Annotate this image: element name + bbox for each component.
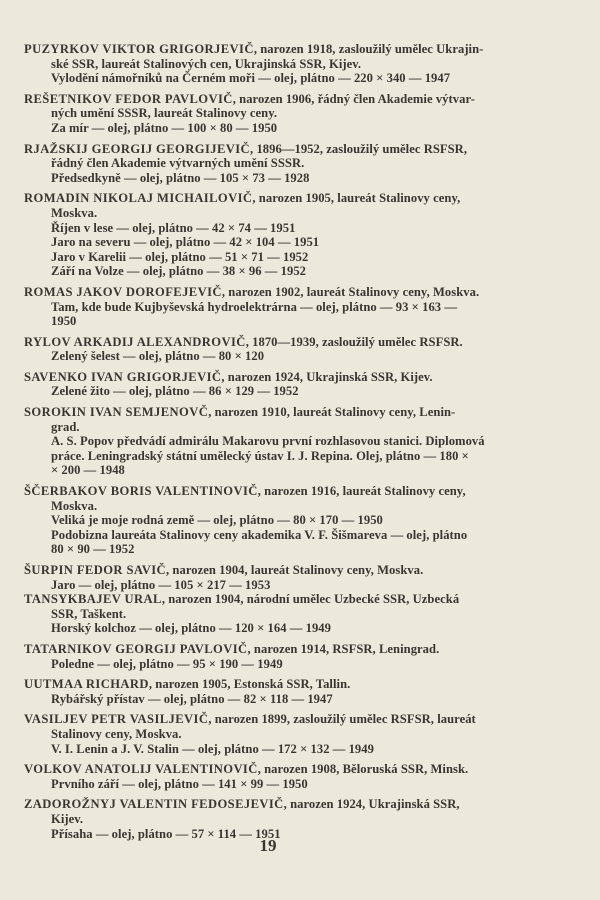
line-text: Předsedkyně — olej, plátno — 105 × 73 — 1928	[51, 170, 310, 185]
line-text: Vylodění námořníků na Černém moři — olej, plátno — 220 × 340 — 1947	[51, 71, 451, 86]
artist-detail-line	[24, 206, 524, 221]
artist-heading-line	[24, 370, 524, 385]
line-text: Jaro na severu — olej, plátno — 42 × 104 — 1951	[51, 235, 320, 250]
artist-name: RYLOV ARKADIJ ALEXANDROVIČ	[24, 334, 246, 349]
artwork-line	[24, 171, 524, 186]
line-text: 1950	[51, 314, 77, 329]
artist-heading-line	[24, 797, 524, 812]
line-text: Moskva.	[51, 205, 98, 220]
catalog-page	[24, 42, 524, 847]
artist-name: RJAŽSKIJ GEORGIJ GEORGIJEVIČ	[24, 141, 251, 156]
artwork-line	[24, 71, 524, 86]
line-text: ské SSR, laureát Stalinových cen, Ukrajinská SSR, Kijev.	[51, 56, 362, 71]
line-text: řádný člen Akademie výtvarných umění SSSR.	[51, 156, 305, 171]
artist-entry	[24, 712, 524, 756]
line-text: 80 × 90 — 1952	[51, 542, 135, 557]
line-text: , narozen 1910, laureát Stalinovy ceny, Lenin-	[208, 405, 456, 420]
artist-entry	[24, 335, 524, 364]
line-text: , narozen 1908, Běloruská SSR, Minsk.	[257, 762, 469, 777]
line-text: Říjen v lese — olej, plátno — 42 × 74 — 1951	[51, 220, 296, 235]
artist-name: ŠURPIN FEDOR SAVIČ	[24, 563, 167, 577]
line-text: , 1870—1939, zasloužilý umělec RSFSR.	[245, 334, 463, 349]
artist-detail-line	[24, 607, 524, 622]
artist-detail-line	[24, 106, 524, 121]
artist-heading-line	[24, 642, 524, 657]
line-text: , narozen 1924, Ukrajinská SSR, Kijev.	[221, 369, 433, 384]
line-text: , narozen 1904, národní umělec Uzbecké SSR, Uzbecká	[161, 592, 460, 607]
artist-detail-line	[24, 812, 524, 827]
artist-name: SOROKIN IVAN SEMJENOVČ	[24, 405, 209, 420]
line-text: , narozen 1902, laureát Stalinovy ceny, Moskva.	[221, 284, 480, 299]
artist-entry	[24, 285, 524, 329]
artwork-line	[24, 449, 524, 464]
artist-entry	[24, 484, 524, 557]
artwork-line	[24, 264, 524, 279]
artist-heading-line	[24, 712, 524, 727]
artist-entry	[24, 92, 524, 136]
artist-detail-line	[24, 499, 524, 514]
line-text: V. I. Lenin a J. V. Stalin — olej, plátno — 172 × 132 — 1949	[51, 741, 374, 756]
artist-name: ROMAS JAKOV DOROFEJEVIČ	[24, 284, 222, 299]
artwork-line	[24, 657, 524, 672]
artist-entry	[24, 42, 524, 86]
line-text: , narozen 1914, RSFSR, Leningrad.	[247, 641, 440, 656]
artwork-line	[24, 384, 524, 399]
artwork-line	[24, 742, 524, 757]
line-text: Horský kolchoz — olej, plátno — 120 × 164 — 1949	[51, 621, 331, 636]
artist-heading-line	[24, 335, 524, 350]
artist-detail-line	[24, 57, 524, 72]
line-text: Jaro v Karelii — olej, plátno — 51 × 71 — 1952	[51, 249, 309, 264]
line-text: Podobizna laureáta Stalinovy ceny akademika V. F. Šišmareva — olej, plátno	[51, 527, 468, 542]
line-text: , narozen 1916, laureát Stalinovy ceny,	[257, 484, 466, 499]
line-text: × 200 — 1948	[51, 463, 125, 478]
artwork-line	[24, 349, 524, 364]
artist-heading-line	[24, 92, 524, 107]
line-text: Zelené žito — olej, plátno — 86 × 129 — 1952	[51, 384, 299, 399]
line-text: Kijev.	[51, 811, 84, 826]
artist-entry	[24, 370, 524, 399]
artist-heading-line	[24, 285, 524, 300]
artist-heading-line	[24, 42, 524, 57]
artist-heading-line	[24, 677, 524, 692]
artwork-line	[24, 463, 524, 478]
line-text: ných umění SSSR, laureát Stalinovy ceny.	[51, 106, 278, 121]
artwork-line	[24, 221, 524, 236]
artwork-line	[24, 250, 524, 265]
artist-entry	[24, 642, 524, 671]
artist-detail-line	[24, 727, 524, 742]
artist-entry	[24, 142, 524, 186]
artist-name: ZADOROŽNYJ VALENTIN FEDOSEJEVIČ	[24, 797, 284, 812]
line-text: , narozen 1918, zasloužilý umělec Ukrajin-	[253, 42, 484, 56]
line-text: A. S. Popov předvádí admirálu Makarovu první rozhlasovou stanici. Diplomová	[51, 434, 485, 449]
line-text: Jaro — olej, plátno — 105 × 217 — 1953	[51, 577, 271, 592]
artwork-line	[24, 314, 524, 329]
artist-heading-line	[24, 405, 524, 420]
line-text: práce. Leningradský státní umělecký ústav I. J. Repina. Olej, plátno — 180 ×	[51, 448, 469, 463]
artwork-line	[24, 777, 524, 792]
line-text: Moskva.	[51, 498, 98, 513]
artist-name: ROMADIN NIKOLAJ MICHAILOVIČ	[24, 191, 253, 206]
line-text: Stalinovy ceny, Moskva.	[51, 726, 182, 741]
artist-entry	[24, 797, 524, 841]
artist-detail-line	[24, 156, 524, 171]
line-text: , narozen 1905, Estonská SSR, Tallin.	[148, 677, 351, 692]
artist-entry	[24, 405, 524, 478]
artwork-line	[24, 578, 524, 593]
line-text: Za mír — olej, plátno — 100 × 80 — 1950	[51, 120, 278, 135]
line-text: , narozen 1924, Ukrajinská SSR,	[283, 797, 460, 812]
artist-name: VASILJEV PETR VASILJEVIČ	[24, 712, 209, 727]
artist-name: REŠETNIKOV FEDOR PAVLOVIČ	[24, 91, 233, 106]
line-text: Poledne — olej, plátno — 95 × 190 — 1949	[51, 656, 283, 671]
line-text: , narozen 1904, laureát Stalinovy ceny, Moskva.	[166, 563, 424, 577]
artist-detail-line	[24, 420, 524, 435]
artist-heading-line	[24, 563, 524, 578]
artwork-line	[24, 235, 524, 250]
artist-heading-line	[24, 142, 524, 157]
artwork-line	[24, 692, 524, 707]
artwork-line	[24, 434, 524, 449]
artist-entry	[24, 592, 524, 636]
artist-name: SAVENKO IVAN GRIGORJEVIČ	[24, 369, 222, 384]
line-text: Zelený šelest — olej, plátno — 80 × 120	[51, 349, 265, 364]
line-text: SSR, Taškent.	[51, 606, 127, 621]
artist-entry	[24, 191, 524, 279]
line-text: grad.	[51, 419, 80, 434]
page-number: 19	[259, 836, 277, 855]
line-text: Přísaha — olej, plátno — 57 × 114 — 1951	[51, 826, 281, 841]
artist-name: PUZYRKOV VIKTOR GRIGORJEVIČ	[24, 42, 254, 56]
artwork-line	[24, 528, 524, 543]
artwork-line	[24, 542, 524, 557]
artwork-line	[24, 513, 524, 528]
line-text: , narozen 1906, řádný člen Akademie výtvar-	[232, 91, 475, 106]
artist-heading-line	[24, 762, 524, 777]
line-text: , narozen 1905, laureát Stalinovy ceny,	[252, 191, 461, 206]
artwork-line	[24, 621, 524, 636]
line-text: Prvního září — olej, plátno — 141 × 99 — 1950	[51, 776, 308, 791]
line-text: Září na Volze — olej, plátno — 38 × 96 — 1952	[51, 264, 307, 279]
line-text: , 1896—1952, zasloužilý umělec RSFSR,	[250, 141, 468, 156]
artwork-line	[24, 300, 524, 315]
artist-entry	[24, 762, 524, 791]
artwork-line	[24, 121, 524, 136]
artist-heading-line	[24, 191, 524, 206]
line-text: Rybářský přístav — olej, plátno — 82 × 118 — 1947	[51, 691, 333, 706]
artist-heading-line	[24, 484, 524, 499]
artist-entry	[24, 677, 524, 706]
artist-heading-line	[24, 592, 524, 607]
artist-entry	[24, 563, 524, 592]
artist-name: VOLKOV ANATOLIJ VALENTINOVIČ	[24, 762, 258, 777]
line-text: , narozen 1899, zasloužilý umělec RSFSR, laureát	[208, 712, 476, 727]
artist-name: ŠČERBAKOV BORIS VALENTINOVIČ	[24, 484, 258, 499]
line-text: Tam, kde bude Kujbyševská hydroelektrárna — olej, plátno — 93 × 163 —	[51, 299, 457, 314]
artist-name: TATARNIKOV GEORGIJ PAVLOVIČ	[24, 641, 248, 656]
artist-name: UUTMAA RICHARD	[24, 677, 149, 692]
artist-name: TANSYKBAJEV URAL	[24, 592, 162, 607]
line-text: Veliká je moje rodná země — olej, plátno — 80 × 170 — 1950	[51, 513, 383, 528]
